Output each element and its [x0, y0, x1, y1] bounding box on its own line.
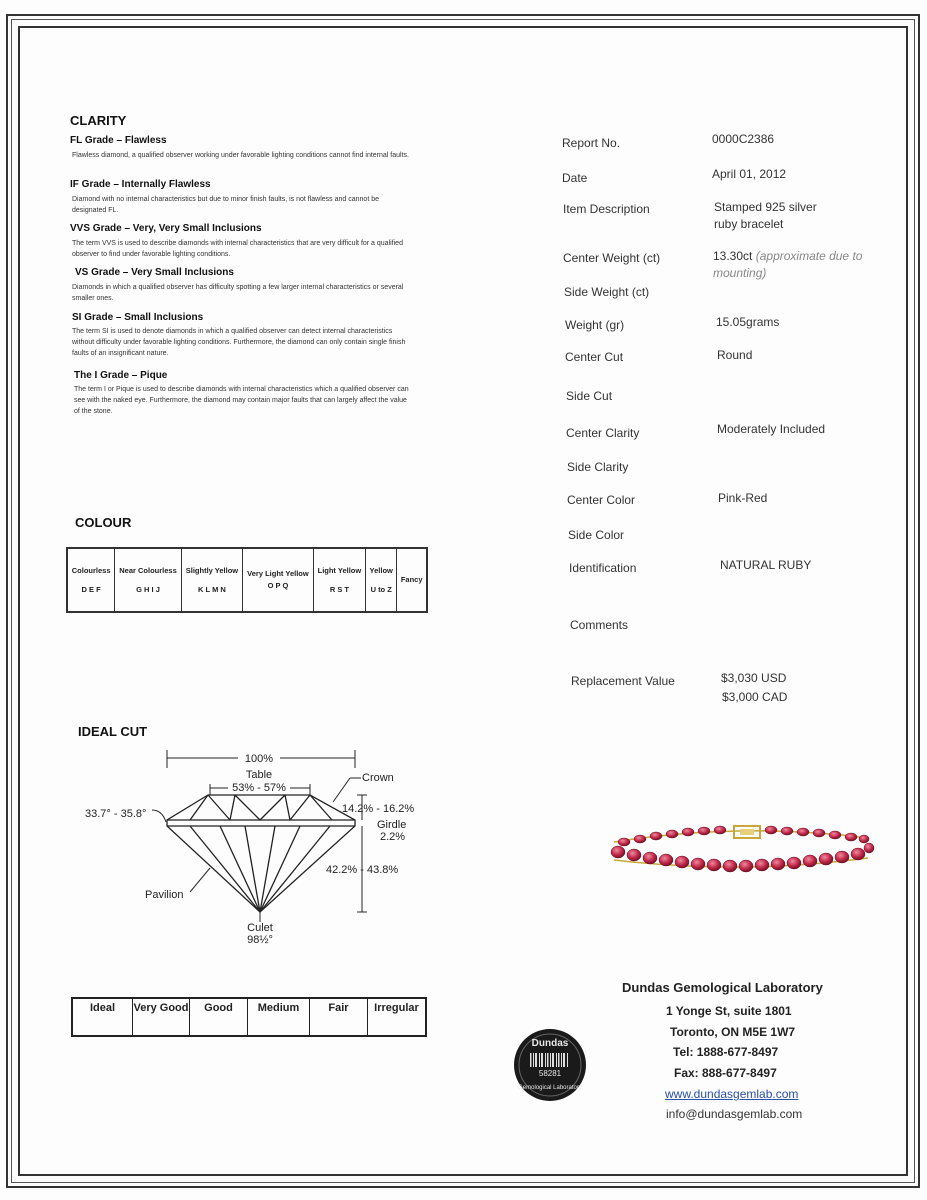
diagram-crown-angle: 33.7° - 35.8°: [85, 808, 147, 820]
colour-cell-near-colourless: [115, 548, 182, 612]
diagram-pavilion-depth: 42.2% - 43.8%: [326, 864, 399, 876]
label-center-clarity: Center Clarity: [566, 426, 640, 440]
colour-cell-slightly-yellow: [181, 548, 242, 612]
grade-text-vs: Diamonds in which a qualified observer has difficulty spotting a few larger internal characteristics or several smaller ones.: [72, 284, 404, 302]
colour-grades: K L M N: [198, 584, 226, 594]
value-replacement-usd: $3,030 USD: [721, 671, 787, 685]
lab-name: Dundas Gemological Laboratory: [622, 980, 823, 995]
cut-grade-irregular: Irregular: [374, 1002, 419, 1014]
value-identification: NATURAL RUBY: [720, 558, 812, 572]
label-date: Date: [562, 171, 588, 185]
colour-grades: O P Q: [267, 581, 289, 590]
label-comments: Comments: [570, 618, 629, 632]
label-side-color: Side Color: [568, 528, 625, 542]
colour-name: Colourless: [71, 565, 111, 575]
diagram-culet-label: Culet: [247, 922, 273, 934]
center-weight-amount: 13.30ct: [713, 249, 753, 263]
diamond-outline: [167, 795, 355, 912]
label-center-color: Center Color: [567, 493, 636, 507]
label-weight-gr: Weight (gr): [565, 318, 625, 332]
lab-website-link[interactable]: www.dundasgemlab.com: [665, 1087, 799, 1101]
cut-grade-medium: Medium: [248, 999, 310, 1035]
colour-name: Light Yellow: [317, 565, 362, 575]
grade-text-si: The term SI is used to denote diamonds in which a qualified observer can detect internal characteristics without difficulty under favorable lighting conditions. Furthermore, the diamond can only contain single finish faults of an insignificant nature.: [72, 328, 406, 357]
colour-grades: R S T: [329, 584, 350, 594]
label-item-description: Item Description: [563, 202, 650, 216]
value-replacement-cad: $3,000 CAD: [722, 690, 788, 704]
lab-seal: [512, 1027, 588, 1103]
colour-cell-very-light-yellow: [243, 548, 314, 612]
diagram-table-label: Table: [245, 769, 273, 781]
lab-fax: Fax: 888-677-8497: [674, 1066, 777, 1080]
cut-grade-scale: [71, 997, 427, 1037]
seal-top-text: Dundas: [531, 1038, 569, 1049]
lab-tel: Tel: 1888-677-8497: [673, 1045, 779, 1059]
value-center-clarity: Moderately Included: [717, 422, 826, 436]
label-side-weight: Side Weight (ct): [564, 285, 650, 299]
center-weight-note: (approximate due to mounting): [713, 249, 863, 280]
label-side-clarity: Side Clarity: [567, 460, 629, 474]
colour-cell-yellow: [366, 548, 397, 612]
ruby-bracelet-photo: [606, 820, 876, 880]
value-date: April 01, 2012: [712, 167, 787, 181]
lab-email: info@dundasgemlab.com: [666, 1107, 803, 1121]
seal-number: 58281: [538, 1069, 562, 1078]
value-center-cut: Round: [717, 348, 753, 362]
diagram-crown-height: 14.2% - 16.2%: [342, 803, 415, 815]
colour-grades: D E F: [81, 584, 101, 594]
colour-grades: G H I J: [136, 584, 160, 594]
value-report-no: 0000C2386: [712, 132, 775, 146]
ideal-cut-title: IDEAL CUT: [78, 724, 148, 739]
diamond-proportions-diagram: [70, 740, 440, 955]
grade-text-fl: Flawless diamond, a qualified observer working under favorable lighting conditions cannot find internal faults.: [72, 152, 409, 159]
grade-text-i: The term I or Pique is used to describe diamonds with internal characteristics which a qualified observer can see with the naked eye. Furthermore, the diamond may contain major faults that can largely affect the value of the stone.: [74, 386, 409, 415]
label-identification: Identification: [569, 561, 637, 575]
diagram-crown-label: Crown: [362, 772, 394, 784]
cut-grade-very-good: Very Good: [133, 999, 190, 1035]
colour-name: Slightly Yellow: [185, 565, 239, 575]
value-weight-gr: 15.05grams: [716, 315, 780, 329]
diagram-girdle-label: Girdle: [377, 819, 407, 831]
clarity-title: CLARITY: [70, 113, 127, 128]
cut-grade-fair: Fair: [310, 999, 368, 1035]
colour-name: Yellow: [369, 565, 393, 575]
grade-heading-if: IF Grade – Internally Flawless: [70, 179, 211, 190]
grade-heading-i: The I Grade – Pique: [74, 370, 168, 381]
value-item-description: Stamped 925 silver ruby bracelet: [714, 200, 817, 231]
seal-bottom-text: Gemological Laboratory: [518, 1085, 582, 1091]
colour-grades: U to Z: [370, 584, 392, 594]
cut-grade-good: Good: [190, 999, 248, 1035]
colour-name: Very Light Yellow: [247, 569, 309, 578]
diagram-table-range: 53% - 57%: [232, 782, 286, 794]
grade-heading-fl: FL Grade – Flawless: [70, 135, 167, 146]
label-report-no: Report No.: [562, 136, 621, 150]
grade-heading-si: SI Grade – Small Inclusions: [72, 312, 204, 323]
colour-cell-fancy: [397, 548, 427, 612]
label-center-weight: Center Weight (ct): [563, 251, 661, 265]
colour-name: Near Colourless: [119, 565, 177, 575]
diagram-pavilion-label: Pavilion: [145, 889, 184, 901]
colour-title: COLOUR: [75, 515, 132, 530]
colour-name: Fancy: [400, 575, 423, 584]
value-center-color: Pink-Red: [718, 491, 768, 505]
colour-scale-table: [66, 547, 428, 613]
colour-cell-light-yellow: [313, 548, 365, 612]
label-center-cut: Center Cut: [565, 350, 624, 364]
grade-text-if: Diamond with no internal characteristics but due to minor finish faults, is not flawless and cannot be designated FL.: [72, 196, 379, 214]
diagram-width-label: 100%: [244, 753, 274, 765]
cut-grade-ideal: Ideal: [73, 999, 133, 1035]
label-side-cut: Side Cut: [566, 389, 613, 403]
label-replacement-value: Replacement Value: [571, 674, 675, 688]
diagram-culet-angle: 98½°: [247, 934, 273, 946]
grade-heading-vvs: VVS Grade – Very, Very Small Inclusions: [70, 223, 262, 234]
diagram-girdle-value: 2.2%: [380, 831, 406, 843]
colour-cell-colourless: [67, 548, 115, 612]
lab-address-line1: 1 Yonge St, suite 1801: [666, 1004, 792, 1018]
grade-text-vvs: The term VVS is used to describe diamonds with internal characteristics that are very difficult for a qualified observer to find under favorable lighting conditions.: [72, 240, 403, 258]
lab-address-line2: Toronto, ON M5E 1W7: [670, 1025, 796, 1039]
grade-heading-vs: VS Grade – Very Small Inclusions: [75, 267, 234, 278]
value-center-weight: [713, 248, 888, 282]
